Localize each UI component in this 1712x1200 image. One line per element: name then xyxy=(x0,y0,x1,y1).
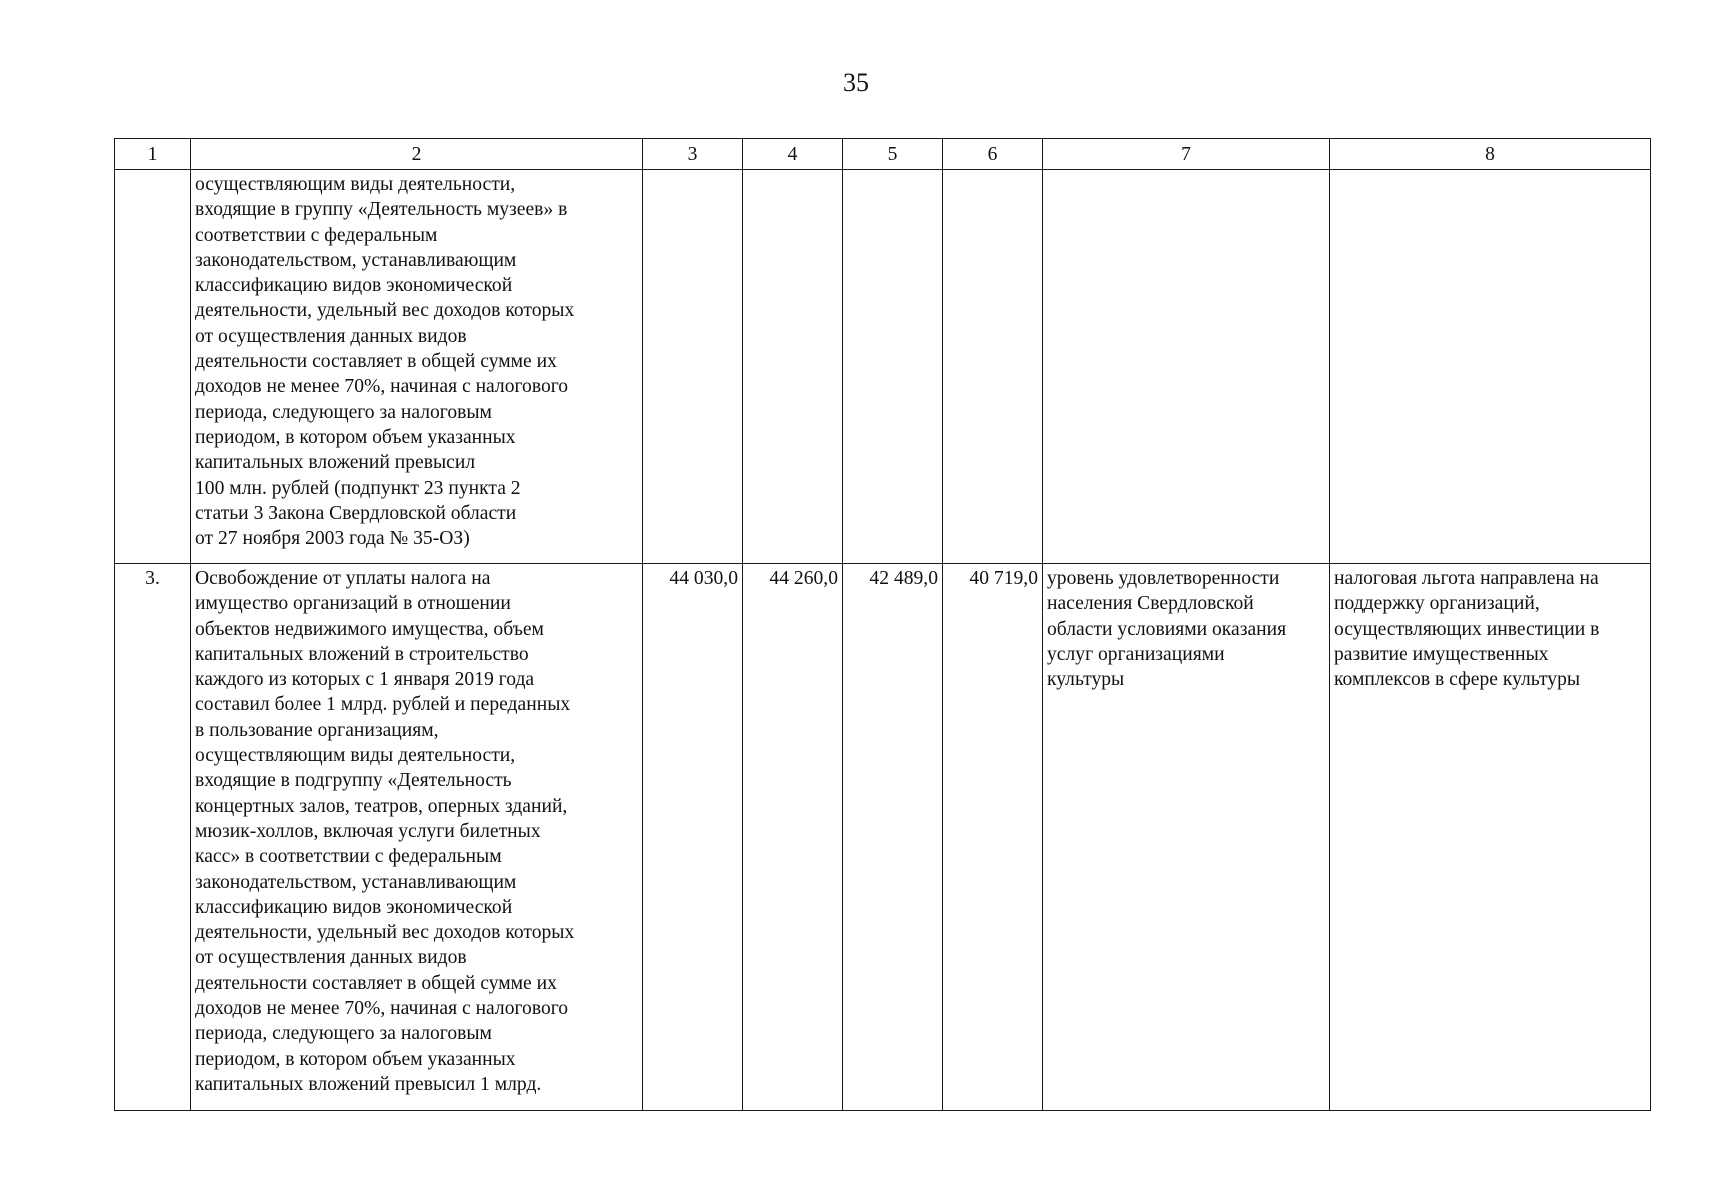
page-number: 35 xyxy=(843,68,869,97)
column-header: 3 xyxy=(643,139,743,170)
header-row xyxy=(115,139,1651,170)
text-line: осуществляющих инвестиции в xyxy=(1334,618,1600,640)
column-header: 4 xyxy=(743,139,843,170)
purpose-text xyxy=(1330,170,1651,564)
text-line: концертных залов, театров, оперных зданий, xyxy=(195,795,568,817)
text-line: периода, следующего за налоговым xyxy=(195,1023,492,1045)
text-line: касс» в соответствии с федеральным xyxy=(195,846,502,868)
text-line: доходов не менее 70%, начиная с налогового xyxy=(195,998,569,1020)
benefit-description xyxy=(191,170,643,564)
text-line: культуры xyxy=(1047,669,1125,691)
text-line: каждого из которых с 1 января 2019 года xyxy=(195,669,535,691)
text-line: периодом, в котором объем указанных xyxy=(195,426,516,448)
text-line: периода, следующего за налоговым xyxy=(195,401,492,423)
text-line: деятельности, удельный вес доходов которых xyxy=(195,300,575,322)
text-line: населения Свердловской xyxy=(1047,593,1254,615)
table-row xyxy=(115,564,1651,1111)
text-line: деятельности составляет в общей сумме их xyxy=(195,351,557,373)
text-line: объектов недвижимого имущества, объем xyxy=(195,618,544,640)
text-line: капитальных вложений превысил 1 млрд. xyxy=(195,1073,542,1095)
text-line: от осуществления данных видов xyxy=(195,947,467,969)
text-line: входящие в подгруппу «Деятельность xyxy=(195,770,512,792)
table-row xyxy=(115,170,1651,564)
text-line: поддержку организаций, xyxy=(1334,593,1540,615)
value-col5 xyxy=(843,170,943,564)
text-line: в пользование организациям, xyxy=(195,719,439,741)
column-header: 8 xyxy=(1330,139,1651,170)
text-line: законодательством, устанавливающим xyxy=(195,249,517,271)
text-line: Освобождение от уплаты налога на xyxy=(195,568,491,589)
text-line: комплексов в сфере культуры xyxy=(1334,669,1581,691)
text-line: имущество организаций в отношении xyxy=(195,593,511,615)
value-col6: 40 719,0 xyxy=(943,564,1043,1111)
text-line: от осуществления данных видов xyxy=(195,325,467,347)
text-line: классификацию видов экономической xyxy=(195,896,513,918)
column-header: 1 xyxy=(115,139,191,170)
text-line: классификацию видов экономической xyxy=(195,275,513,297)
value-col3 xyxy=(643,170,743,564)
text-line: услуг организациями xyxy=(1047,643,1225,665)
row-number: 3. xyxy=(115,564,191,1111)
text-line: капитальных вложений в строительство xyxy=(195,643,529,665)
benefits-table xyxy=(114,138,1651,1111)
text-line: входящие в группу «Деятельность музеев» в xyxy=(195,199,568,221)
text-line: доходов не менее 70%, начиная с налогового xyxy=(195,376,569,398)
value-col6 xyxy=(943,170,1043,564)
column-header: 7 xyxy=(1043,139,1330,170)
purpose-text xyxy=(1330,564,1651,1111)
column-header: 5 xyxy=(843,139,943,170)
text-line: составил более 1 млрд. рублей и переданных xyxy=(195,694,571,716)
text-line: уровень удовлетворенности xyxy=(1047,568,1280,589)
value-col3: 44 030,0 xyxy=(643,564,743,1111)
benefit-description xyxy=(191,564,643,1111)
text-line: мюзик-холлов, включая услуги билетных xyxy=(195,820,541,842)
text-line: периодом, в котором объем указанных xyxy=(195,1048,516,1070)
indicator-text xyxy=(1043,564,1330,1111)
column-header: 6 xyxy=(943,139,1043,170)
text-line: осуществляющим виды деятельности, xyxy=(195,745,516,767)
text-line: налоговая льгота направлена на xyxy=(1334,568,1599,589)
value-col5: 42 489,0 xyxy=(843,564,943,1111)
value-col4 xyxy=(743,170,843,564)
value-col4: 44 260,0 xyxy=(743,564,843,1111)
text-line: развитие имущественных xyxy=(1334,643,1549,665)
text-line: 100 млн. рублей (подпункт 23 пункта 2 xyxy=(195,477,521,499)
text-line: области условиями оказания xyxy=(1047,618,1287,640)
text-line: капитальных вложений превысил xyxy=(195,452,476,474)
text-line: деятельности составляет в общей сумме их xyxy=(195,972,557,994)
text-line: законодательством, устанавливающим xyxy=(195,871,517,893)
text-line: осуществляющим виды деятельности, xyxy=(195,174,516,195)
indicator-text xyxy=(1043,170,1330,564)
column-header: 2 xyxy=(191,139,643,170)
row-number xyxy=(115,170,191,564)
text-line: деятельности, удельный вес доходов которых xyxy=(195,922,575,944)
text-line: от 27 ноября 2003 года № 35-ОЗ) xyxy=(195,528,470,550)
text-line: статьи 3 Закона Свердловской области xyxy=(195,502,517,524)
text-line: соответствии с федеральным xyxy=(195,224,438,246)
